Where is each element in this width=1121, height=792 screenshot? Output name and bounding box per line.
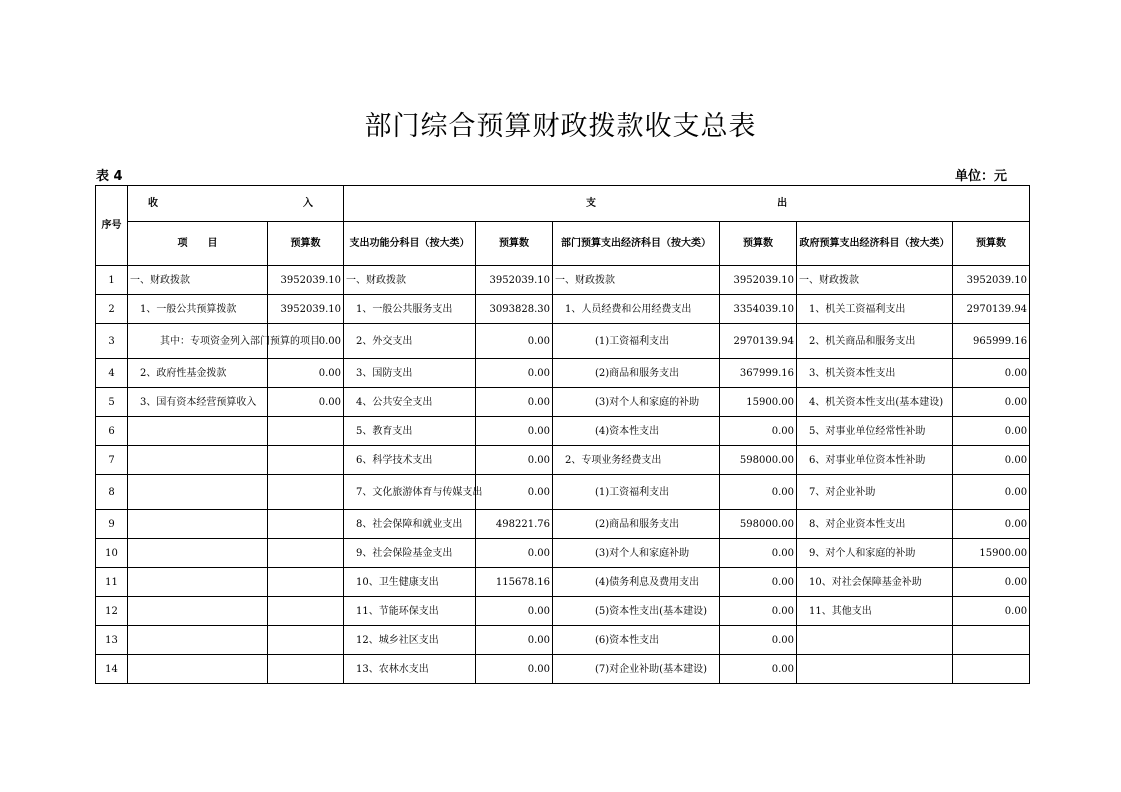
cell-seq: 10 (96, 539, 128, 568)
cell-income-item (128, 475, 268, 510)
table-row (96, 388, 1030, 417)
cell-gov-econ: 9、对个人和家庭的补助 (797, 539, 953, 568)
cell-dept-econ: (3)对个人和家庭补助 (553, 539, 720, 568)
cell-dept-budget: 367999.16 (720, 359, 797, 388)
cell-func-budget: 0.00 (476, 539, 553, 568)
cell-dept-econ: 一、财政拨款 (553, 266, 720, 295)
cell-func-budget: 498221.76 (476, 510, 553, 539)
cell-dept-budget: 0.00 (720, 655, 797, 684)
header-expense-right: 出 (777, 198, 788, 209)
page-title: 部门综合预算财政拨款收支总表 (364, 111, 757, 142)
cell-income-item (128, 655, 268, 684)
cell-func-budget: 115678.16 (476, 568, 553, 597)
cell-income-budget (268, 446, 344, 475)
cell-gov-budget: 0.00 (953, 388, 1030, 417)
cell-gov-econ: 10、对社会保障基金补助 (797, 568, 953, 597)
cell-income-item: 一、财政拨款 (128, 266, 268, 295)
cell-income-budget: 0.00 (268, 324, 344, 359)
cell-dept-budget: 0.00 (720, 626, 797, 655)
table-row (96, 626, 1030, 655)
cell-gov-econ (797, 655, 953, 684)
cell-income-item (128, 417, 268, 446)
cell-func-budget: 0.00 (476, 324, 553, 359)
cell-income-item (128, 597, 268, 626)
header-item: 项 目 (128, 222, 268, 266)
cell-income-budget: 0.00 (268, 359, 344, 388)
table-row (96, 655, 1030, 684)
table-row (96, 446, 1030, 475)
cell-func-subject: 9、社会保险基金支出 (344, 539, 476, 568)
table-row (96, 539, 1030, 568)
cell-dept-econ: (7)对企业补助(基本建设) (553, 655, 720, 684)
header-seq: 序号 (96, 186, 128, 266)
cell-func-subject: 4、公共安全支出 (344, 388, 476, 417)
cell-func-subject: 8、社会保障和就业支出 (344, 510, 476, 539)
table-row (96, 295, 1030, 324)
cell-dept-budget: 2970139.94 (720, 324, 797, 359)
header-budget-gov: 预算数 (953, 222, 1030, 266)
cell-gov-budget: 0.00 (953, 568, 1030, 597)
cell-func-subject: 1、一般公共服务支出 (344, 295, 476, 324)
cell-gov-econ: 4、机关资本性支出(基本建设) (797, 388, 953, 417)
cell-dept-budget: 15900.00 (720, 388, 797, 417)
cell-gov-budget: 0.00 (953, 510, 1030, 539)
cell-func-subject: 7、文化旅游体育与传媒支出 (344, 475, 476, 510)
header-budget-dept: 预算数 (720, 222, 797, 266)
cell-gov-econ: 6、对事业单位资本性补助 (797, 446, 953, 475)
cell-func-budget: 0.00 (476, 475, 553, 510)
cell-income-budget: 3952039.10 (268, 295, 344, 324)
cell-income-item (128, 539, 268, 568)
cell-seq: 3 (96, 324, 128, 359)
cell-income-budget: 0.00 (268, 388, 344, 417)
cell-func-subject: 一、财政拨款 (344, 266, 476, 295)
cell-func-budget: 0.00 (476, 655, 553, 684)
cell-gov-budget: 965999.16 (953, 324, 1030, 359)
cell-seq: 13 (96, 626, 128, 655)
cell-seq: 11 (96, 568, 128, 597)
cell-income-item (128, 446, 268, 475)
cell-gov-econ: 8、对企业资本性支出 (797, 510, 953, 539)
cell-func-subject: 10、卫生健康支出 (344, 568, 476, 597)
table-row (96, 475, 1030, 510)
cell-income-item: 1、一般公共预算拨款 (128, 295, 268, 324)
cell-gov-budget: 0.00 (953, 359, 1030, 388)
table-number: 表 4 (96, 169, 123, 184)
cell-income-budget (268, 510, 344, 539)
cell-income-budget (268, 417, 344, 446)
cell-seq: 4 (96, 359, 128, 388)
cell-gov-budget (953, 655, 1030, 684)
cell-seq: 1 (96, 266, 128, 295)
cell-dept-econ: (4)债务利息及费用支出 (553, 568, 720, 597)
cell-func-subject: 6、科学技术支出 (344, 446, 476, 475)
cell-dept-econ: (5)资本性支出(基本建设) (553, 597, 720, 626)
cell-seq: 5 (96, 388, 128, 417)
table-row (96, 597, 1030, 626)
cell-income-budget (268, 475, 344, 510)
cell-gov-econ: 7、对企业补助 (797, 475, 953, 510)
cell-income-budget (268, 626, 344, 655)
cell-func-budget: 3093828.30 (476, 295, 553, 324)
header-budget-func: 预算数 (476, 222, 553, 266)
cell-func-subject: 5、教育支出 (344, 417, 476, 446)
cell-gov-budget: 0.00 (953, 597, 1030, 626)
cell-gov-econ (797, 626, 953, 655)
cell-dept-budget: 598000.00 (720, 510, 797, 539)
cell-gov-budget: 3952039.10 (953, 266, 1030, 295)
table-row (96, 359, 1030, 388)
cell-dept-budget: 0.00 (720, 568, 797, 597)
cell-seq: 7 (96, 446, 128, 475)
cell-income-item: 3、国有资本经营预算收入 (128, 388, 268, 417)
cell-dept-budget: 3354039.10 (720, 295, 797, 324)
cell-gov-budget: 2970139.94 (953, 295, 1030, 324)
cell-func-budget: 0.00 (476, 388, 553, 417)
cell-income-budget (268, 539, 344, 568)
cell-gov-budget: 0.00 (953, 417, 1030, 446)
cell-dept-budget: 0.00 (720, 597, 797, 626)
cell-seq: 12 (96, 597, 128, 626)
cell-dept-econ: (2)商品和服务支出 (553, 359, 720, 388)
cell-gov-econ: 2、机关商品和服务支出 (797, 324, 953, 359)
table-body (96, 266, 1030, 684)
cell-func-budget: 0.00 (476, 417, 553, 446)
cell-income-budget: 3952039.10 (268, 266, 344, 295)
unit-label: 单位：元 (955, 169, 1008, 184)
cell-dept-econ: (2)商品和服务支出 (553, 510, 720, 539)
cell-dept-budget: 598000.00 (720, 446, 797, 475)
cell-seq: 2 (96, 295, 128, 324)
cell-func-budget: 0.00 (476, 446, 553, 475)
cell-dept-econ: 2、专项业务经费支出 (553, 446, 720, 475)
cell-gov-econ: 1、机关工资福利支出 (797, 295, 953, 324)
table-row (96, 266, 1030, 295)
cell-func-budget: 3952039.10 (476, 266, 553, 295)
budget-summary-table (95, 185, 1030, 684)
cell-gov-budget: 15900.00 (953, 539, 1030, 568)
cell-income-item (128, 568, 268, 597)
cell-gov-budget: 0.00 (953, 446, 1030, 475)
header-income-right: 入 (303, 198, 313, 209)
cell-dept-econ: (1)工资福利支出 (553, 324, 720, 359)
header-income (128, 186, 344, 222)
cell-dept-budget: 3952039.10 (720, 266, 797, 295)
cell-gov-econ: 一、财政拨款 (797, 266, 953, 295)
cell-income-item (128, 510, 268, 539)
cell-dept-econ: (6)资本性支出 (553, 626, 720, 655)
cell-func-subject: 3、国防支出 (344, 359, 476, 388)
cell-income-item: 2、政府性基金拨款 (128, 359, 268, 388)
cell-seq: 6 (96, 417, 128, 446)
cell-gov-econ: 11、其他支出 (797, 597, 953, 626)
cell-dept-budget: 0.00 (720, 417, 797, 446)
cell-seq: 14 (96, 655, 128, 684)
cell-gov-budget (953, 626, 1030, 655)
cell-income-item (128, 626, 268, 655)
cell-income-budget (268, 568, 344, 597)
cell-func-subject: 12、城乡社区支出 (344, 626, 476, 655)
cell-income-item: 其中：专项资金列入部门预算的项目 (128, 324, 268, 359)
cell-seq: 9 (96, 510, 128, 539)
header-expense (344, 186, 1030, 222)
header-budget-income: 预算数 (268, 222, 344, 266)
table-row (96, 568, 1030, 597)
cell-dept-econ: (1)工资福利支出 (553, 475, 720, 510)
header-expense-left: 支 (586, 198, 596, 209)
cell-income-budget (268, 655, 344, 684)
cell-dept-budget: 0.00 (720, 539, 797, 568)
table-row (96, 510, 1030, 539)
cell-dept-econ: (3)对个人和家庭的补助 (553, 388, 720, 417)
header-dept-econ: 部门预算支出经济科目（按大类） (553, 222, 720, 266)
cell-func-budget: 0.00 (476, 597, 553, 626)
cell-gov-econ: 5、对事业单位经常性补助 (797, 417, 953, 446)
cell-func-subject: 2、外交支出 (344, 324, 476, 359)
cell-dept-econ: 1、人员经费和公用经费支出 (553, 295, 720, 324)
cell-gov-econ: 3、机关资本性支出 (797, 359, 953, 388)
header-gov-econ: 政府预算支出经济科目（按大类） (797, 222, 953, 266)
table-row (96, 324, 1030, 359)
table-row (96, 417, 1030, 446)
cell-dept-econ: (4)资本性支出 (553, 417, 720, 446)
header-income-left: 收 (148, 198, 158, 209)
cell-dept-budget: 0.00 (720, 475, 797, 510)
cell-gov-budget: 0.00 (953, 475, 1030, 510)
cell-income-budget (268, 597, 344, 626)
cell-func-subject: 13、农林水支出 (344, 655, 476, 684)
header-func-subject: 支出功能分科目（按大类） (344, 222, 476, 266)
cell-func-budget: 0.00 (476, 359, 553, 388)
cell-func-subject: 11、节能环保支出 (344, 597, 476, 626)
cell-func-budget: 0.00 (476, 626, 553, 655)
cell-seq: 8 (96, 475, 128, 510)
